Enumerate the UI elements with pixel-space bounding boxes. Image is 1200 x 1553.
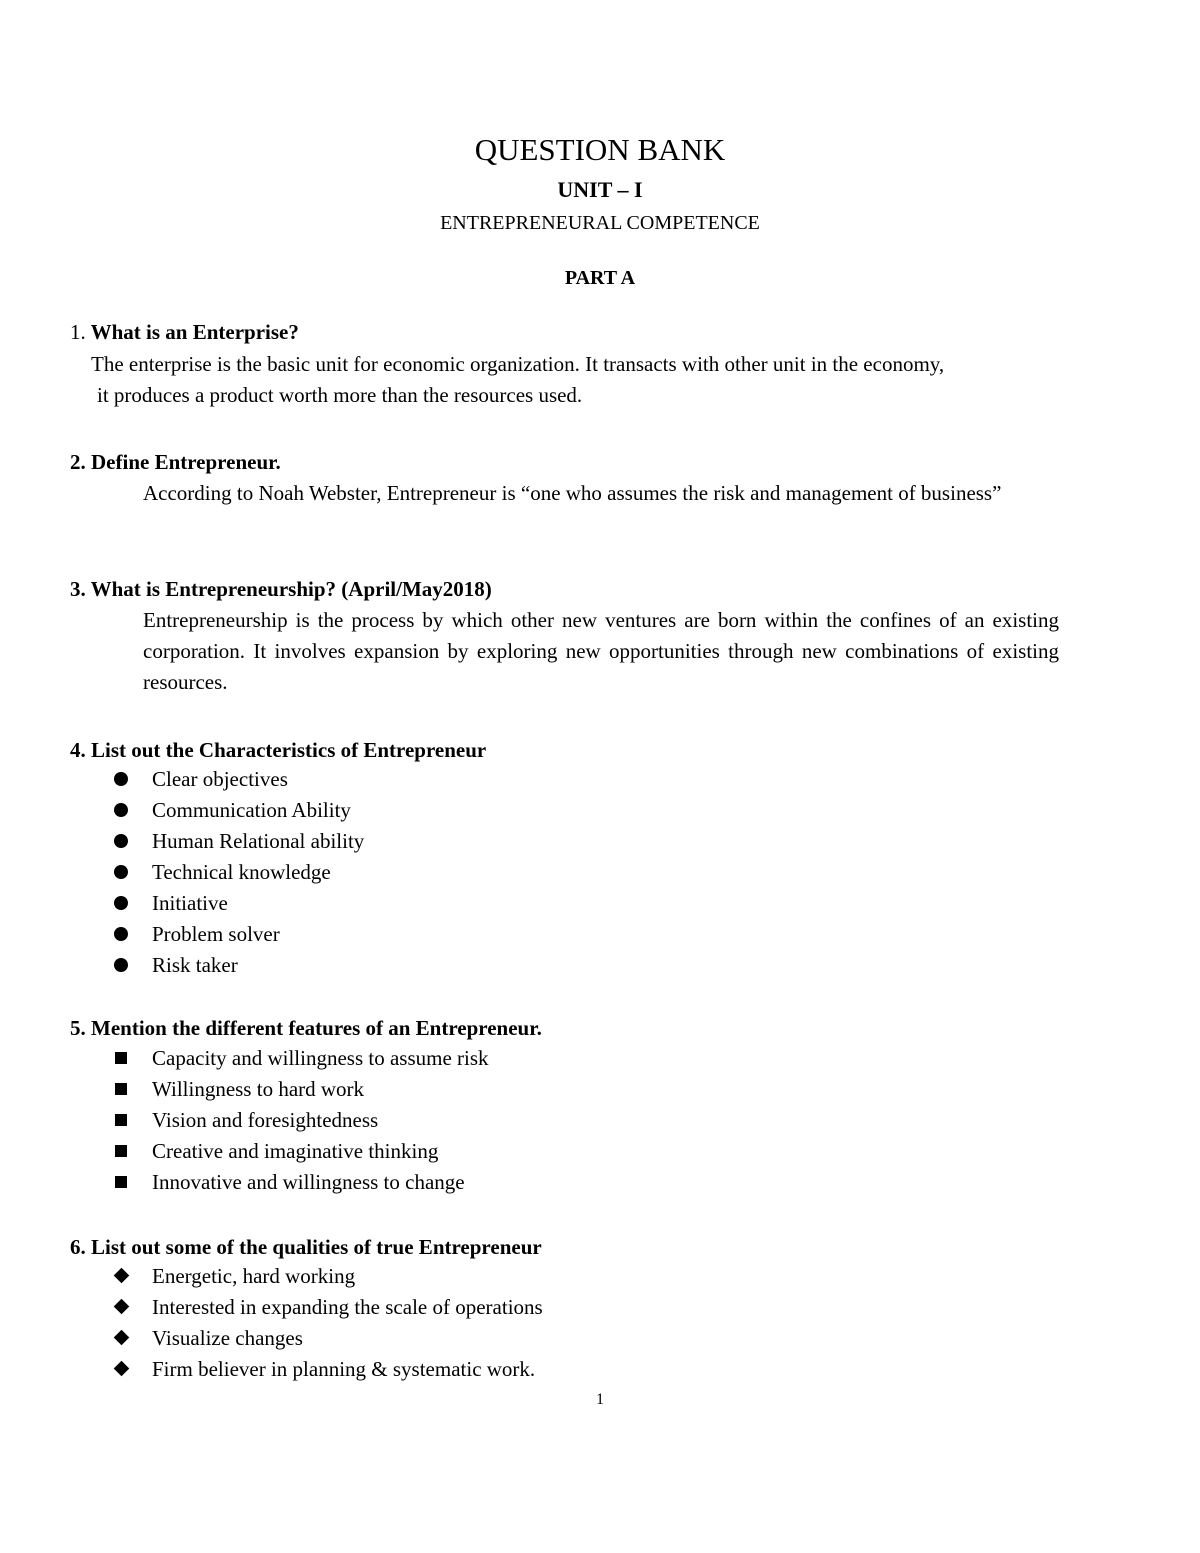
bullet-dot-icon xyxy=(114,772,128,786)
list-item: Interested in expanding the scale of operations xyxy=(112,1292,543,1322)
bullet-dot-icon xyxy=(114,896,128,910)
question-2: 2. Define Entrepreneur. xyxy=(70,450,281,474)
list-item: Communication Ability xyxy=(112,795,351,825)
bullet-dot-icon xyxy=(114,803,128,817)
bullet-square-icon xyxy=(115,1083,127,1095)
list-item: Problem solver xyxy=(112,919,280,949)
question-3: 3. What is Entrepreneurship? (April/May2018) xyxy=(70,577,492,601)
answer-2: According to Noah Webster, Entrepreneur is “one who assumes the risk and management of business” xyxy=(143,481,1002,505)
bullet-square-icon xyxy=(115,1176,127,1188)
page-number: 1 xyxy=(596,1391,604,1408)
list-item: Innovative and willingness to change xyxy=(112,1167,465,1197)
unit-heading: UNIT – I xyxy=(557,177,643,202)
list-item: Vision and foresightedness xyxy=(112,1105,378,1135)
answer-1-line-1: The enterprise is the basic unit for economic organization. It transacts with other unit in the economy, xyxy=(91,352,945,376)
list-item: Willingness to hard work xyxy=(112,1074,364,1104)
question-1-number: 1. xyxy=(70,320,86,344)
list-item: Technical knowledge xyxy=(112,857,331,887)
list-item: Capacity and willingness to assume risk xyxy=(112,1043,489,1073)
list-item: Creative and imaginative thinking xyxy=(112,1136,438,1166)
list-item: Energetic, hard working xyxy=(112,1261,355,1291)
bullet-dot-icon xyxy=(114,834,128,848)
answer-3: Entrepreneurship is the process by which other new ventures are born within the confines of an existing corporation. It involves expansion by exploring new opportunities through new combinations of existing resources. xyxy=(143,608,1059,694)
answer-1-line-2: it produces a product worth more than the resources used. xyxy=(97,383,583,407)
topic-heading: ENTREPRENEURAL COMPETENCE xyxy=(440,212,760,234)
bullet-diamond-icon xyxy=(114,1268,130,1284)
list-item: Human Relational ability xyxy=(112,826,364,856)
list-item: Initiative xyxy=(112,888,228,918)
question-4: 4. List out the Characteristics of Entrepreneur xyxy=(70,738,487,762)
bullet-square-icon xyxy=(115,1145,127,1157)
bullet-diamond-icon xyxy=(114,1299,130,1315)
part-heading: PART A xyxy=(564,267,636,289)
document-title: QUESTION BANK xyxy=(474,132,726,167)
bullet-square-icon xyxy=(115,1052,127,1064)
bullet-diamond-icon xyxy=(114,1330,130,1346)
bullet-dot-icon xyxy=(114,927,128,941)
bullet-diamond-icon xyxy=(114,1361,130,1377)
list-item: Visualize changes xyxy=(112,1323,303,1353)
bullet-dot-icon xyxy=(114,865,128,879)
question-6: 6. List out some of the qualities of true Entrepreneur xyxy=(70,1235,542,1259)
question-5: 5. Mention the different features of an Entrepreneur. xyxy=(70,1016,542,1040)
list-item: Risk taker xyxy=(112,950,238,980)
bullet-dot-icon xyxy=(114,958,128,972)
list-item: Clear objectives xyxy=(112,764,288,794)
bullet-square-icon xyxy=(115,1114,127,1126)
question-1 xyxy=(70,318,299,346)
question-1-text: What is an Enterprise? xyxy=(90,320,299,344)
list-item: Firm believer in planning & systematic work. xyxy=(112,1354,535,1384)
